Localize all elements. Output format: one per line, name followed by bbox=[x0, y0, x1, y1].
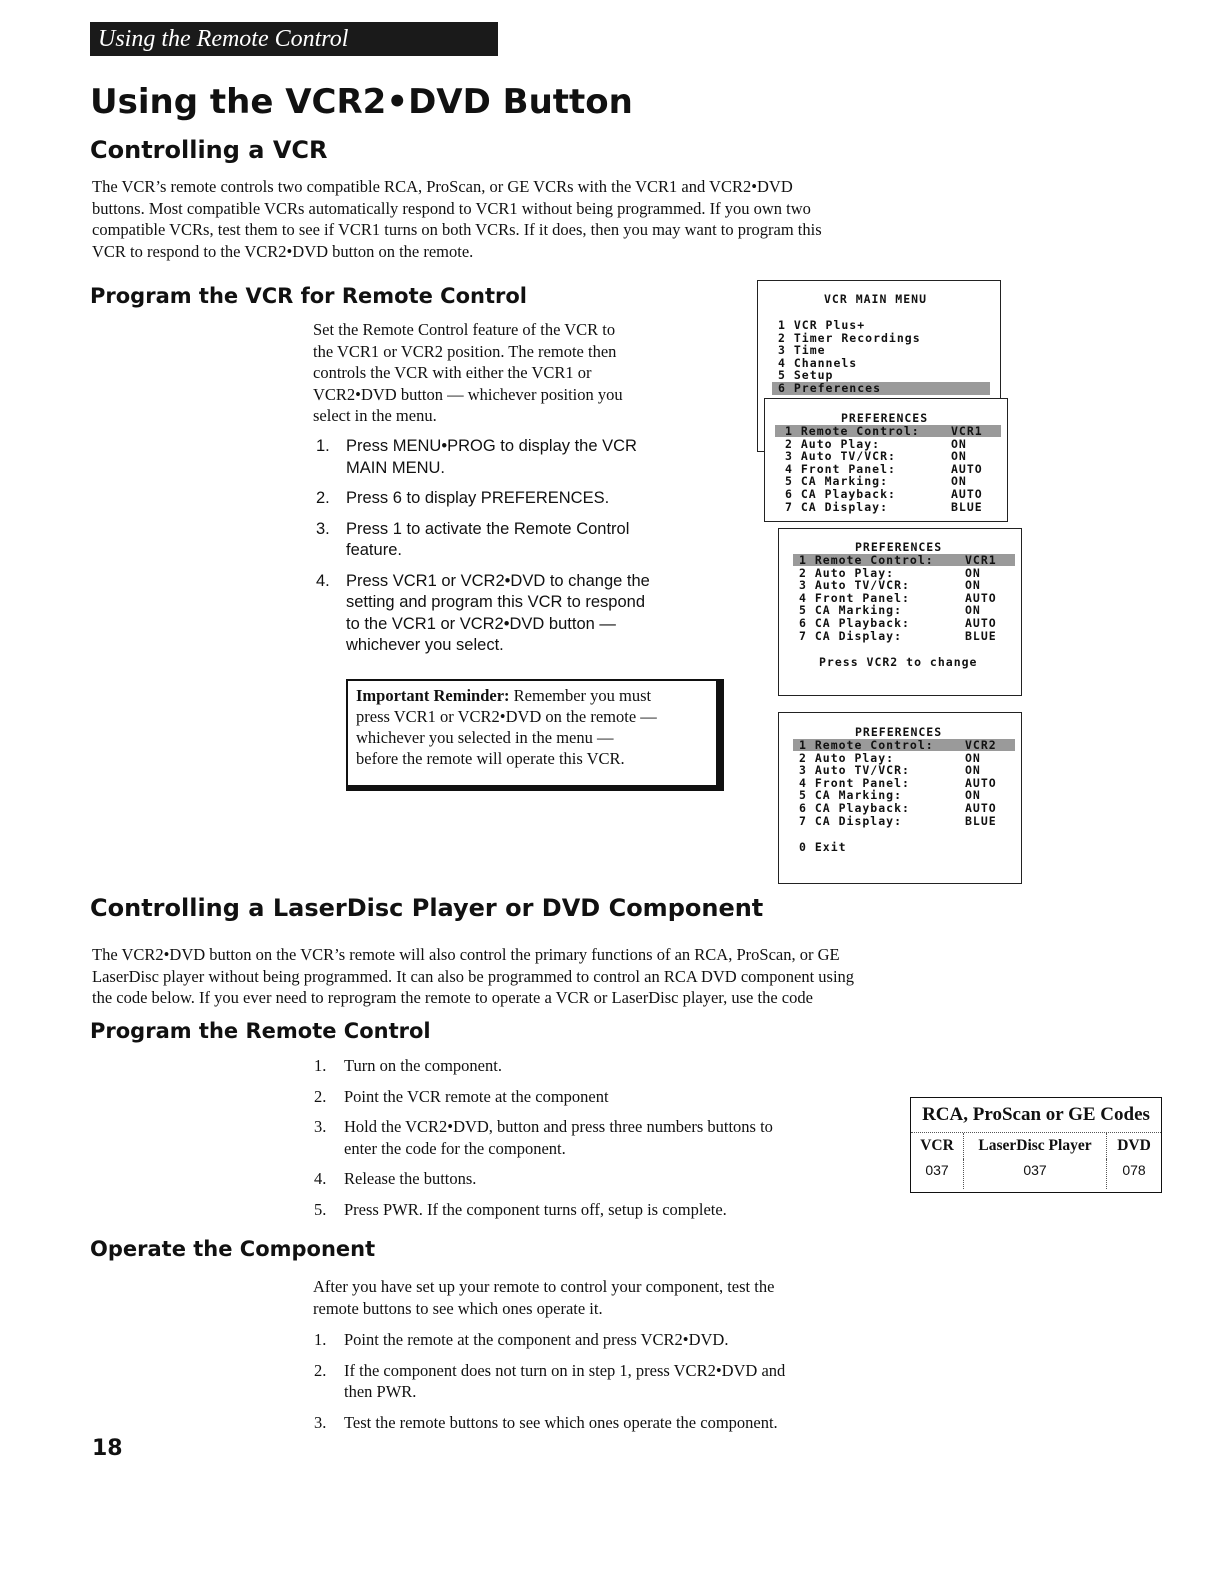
preference-row: 7 CA Display: BLUE bbox=[785, 499, 983, 514]
program-remote-heading: Program the Remote Control bbox=[90, 1019, 431, 1043]
program-vcr-heading: Program the VCR for Remote Control bbox=[90, 284, 527, 308]
laserdisc-section-title: Controlling a LaserDisc Player or DVD Component bbox=[90, 894, 764, 922]
screen-footer: 0 Exit bbox=[799, 840, 847, 854]
screen-title: PREFERENCES bbox=[855, 540, 943, 554]
preference-row: 2 Auto Play: ON bbox=[785, 436, 967, 451]
preference-row: 6 CA Playback: AUTO bbox=[799, 615, 997, 630]
laserdisc-intro-line: LaserDisc player without being programmed. It can also be programmed to control an RCA DVD component using bbox=[92, 966, 855, 986]
list-item: 5. Press PWR. If the component turns off, setup is complete. bbox=[314, 1199, 727, 1219]
preference-row: 4 Front Panel: AUTO bbox=[799, 775, 997, 790]
preference-row: 3 Auto TV/VCR: ON bbox=[799, 763, 981, 778]
vcr-intro-line: VCR to respond to the VCR2•DVD button on the remote. bbox=[92, 241, 474, 261]
operate-intro-line: After you have set up your remote to control your component, test the bbox=[313, 1277, 775, 1296]
preference-row: 6 CA Playback: AUTO bbox=[785, 486, 983, 501]
reminder-text: whichever you selected in the menu — bbox=[356, 728, 614, 747]
list-item: 1. Press MENU•PROG to display the VCR MAIN MENU. bbox=[316, 437, 637, 477]
preferences-screen-1 bbox=[764, 398, 1008, 522]
table-cell: 078 bbox=[1122, 1162, 1146, 1178]
program-vcr-intro bbox=[313, 319, 713, 427]
reminder-text: Remember you must bbox=[509, 686, 652, 705]
screen-title: VCR MAIN MENU bbox=[824, 292, 928, 306]
table-cell: 037 bbox=[911, 1159, 964, 1189]
screen-title: PREFERENCES bbox=[841, 411, 929, 425]
preference-row: 4 Front Panel: AUTO bbox=[785, 461, 983, 476]
list-item: 1. Point the remote at the component and press VCR2•DVD. bbox=[314, 1330, 729, 1349]
program-intro-line: Set the Remote Control feature of the VCR to bbox=[313, 320, 616, 339]
list-item: 4. Press VCR1 or VCR2•DVD to change the setting and program this VCR to respond to the VCR1 or VCR2•DVD button — whichever you select. bbox=[316, 571, 650, 654]
vcr-intro-line: buttons. Most compatible VCRs automatically respond to VCR1 without being programmed. If you own two bbox=[92, 198, 811, 218]
menu-item: 3 Time bbox=[778, 343, 826, 358]
page-number: 18 bbox=[92, 1436, 123, 1461]
section-banner: Using the Remote Control bbox=[90, 22, 498, 56]
preferences-screen-2 bbox=[778, 528, 1022, 696]
column-header: LaserDisc Player bbox=[964, 1133, 1107, 1159]
laserdisc-intro-line: the code below. If you ever need to reprogram the remote to operate a VCR or LaserDisc player, use the code bbox=[92, 988, 813, 1007]
preference-row: 5 CA Marking: ON bbox=[799, 788, 981, 803]
program-intro-line: select in the menu. bbox=[313, 406, 437, 425]
preference-row: 7 CA Display: BLUE bbox=[799, 628, 997, 643]
program-intro-line: the VCR1 or VCR2 position. The remote then bbox=[313, 341, 617, 361]
codes-table bbox=[910, 1097, 1162, 1193]
preference-row: 2 Auto Play: ON bbox=[799, 750, 981, 765]
preference-row: 3 Auto TV/VCR: ON bbox=[799, 578, 981, 593]
table-cell: 037 bbox=[964, 1159, 1107, 1189]
menu-item: 1 VCR Plus+ bbox=[778, 318, 866, 332]
program-intro-line: VCR2•DVD button — whichever position you bbox=[313, 384, 623, 404]
program-remote-steps bbox=[314, 1055, 874, 1220]
operate-component-heading: Operate the Component bbox=[90, 1237, 376, 1261]
operate-intro bbox=[313, 1276, 913, 1319]
list-item: 3. Press 1 to activate the Remote Control feature. bbox=[316, 519, 630, 559]
vcr-intro-line: compatible VCRs, test them to see if VCR1 turns on both VCRs. If it does, then you may want to program this bbox=[92, 220, 822, 239]
preference-row: 5 CA Marking: ON bbox=[799, 603, 981, 618]
operate-intro-line: remote buttons to see which ones operate it. bbox=[313, 1298, 603, 1318]
preference-row: 1 Remote Control: VCR2 bbox=[799, 738, 997, 752]
column-header: DVD bbox=[1117, 1137, 1151, 1154]
reminder-text: press VCR1 or VCR2•DVD on the remote — bbox=[356, 707, 657, 726]
reminder-text: before the remote will operate this VCR. bbox=[356, 749, 625, 768]
preference-row: 5 CA Marking: ON bbox=[785, 474, 967, 489]
preference-row: 7 CA Display: BLUE bbox=[799, 813, 997, 828]
list-item: 2. If the component does not turn on in step 1, press VCR2•DVD and then PWR. bbox=[314, 1360, 786, 1401]
menu-item: 5 Setup bbox=[778, 368, 834, 383]
page-title: Using the VCR2•DVD Button bbox=[90, 82, 633, 122]
laserdisc-intro-paragraph bbox=[92, 944, 1022, 1009]
reminder-label: Important Reminder: bbox=[356, 686, 510, 705]
preference-rows bbox=[799, 739, 1011, 827]
preferences-screen-3 bbox=[778, 712, 1022, 884]
menu-item-highlighted: 6 Preferences bbox=[772, 382, 990, 395]
operate-steps bbox=[314, 1329, 914, 1433]
table-row bbox=[911, 1159, 1161, 1189]
menu-item: 4 Channels bbox=[778, 355, 858, 370]
preference-row: 6 CA Playback: AUTO bbox=[799, 800, 997, 815]
codes-table-title: RCA, ProScan or GE Codes bbox=[911, 1098, 1161, 1133]
column-header: VCR bbox=[911, 1133, 964, 1159]
preference-rows bbox=[785, 425, 997, 513]
important-reminder-box bbox=[346, 679, 724, 791]
list-item: 1. Turn on the component. bbox=[314, 1056, 502, 1075]
preference-row: 2 Auto Play: ON bbox=[799, 565, 981, 580]
list-item: 3. Test the remote buttons to see which ones operate the component. bbox=[314, 1412, 778, 1432]
vcr-section-title: Controlling a VCR bbox=[90, 136, 328, 164]
list-item: 2. Point the VCR remote at the component bbox=[314, 1086, 609, 1106]
menu-list bbox=[778, 319, 921, 382]
list-item: 2. Press 6 to display PREFERENCES. bbox=[316, 489, 610, 507]
program-vcr-steps bbox=[316, 436, 716, 657]
screen-title: PREFERENCES bbox=[855, 725, 943, 739]
preference-row: 1 Remote Control: VCR1 bbox=[799, 553, 997, 567]
program-intro-line: controls the VCR with either the VCR1 or bbox=[313, 363, 592, 382]
vcr-intro-paragraph bbox=[92, 176, 992, 262]
preference-row: 4 Front Panel: AUTO bbox=[799, 590, 997, 605]
vcr-intro-line: The VCR’s remote controls two compatible RCA, ProScan, or GE VCRs with the VCR1 and VCR2•DVD bbox=[92, 177, 793, 196]
preference-rows bbox=[799, 554, 1011, 642]
codes-table-header bbox=[911, 1133, 1161, 1159]
screen-footer: Press VCR2 to change bbox=[819, 655, 978, 669]
preference-row: 3 Auto TV/VCR: ON bbox=[785, 449, 967, 464]
list-item: 3. Hold the VCR2•DVD, button and press three numbers buttons to enter the code for the component. bbox=[314, 1117, 773, 1158]
preference-row: 1 Remote Control: VCR1 bbox=[785, 424, 983, 438]
list-item: 4. Release the buttons. bbox=[314, 1169, 477, 1188]
menu-item: 2 Timer Recordings bbox=[778, 330, 921, 345]
laserdisc-intro-line: The VCR2•DVD button on the VCR’s remote will also control the primary functions of an RCA, ProScan, or GE bbox=[92, 945, 840, 964]
